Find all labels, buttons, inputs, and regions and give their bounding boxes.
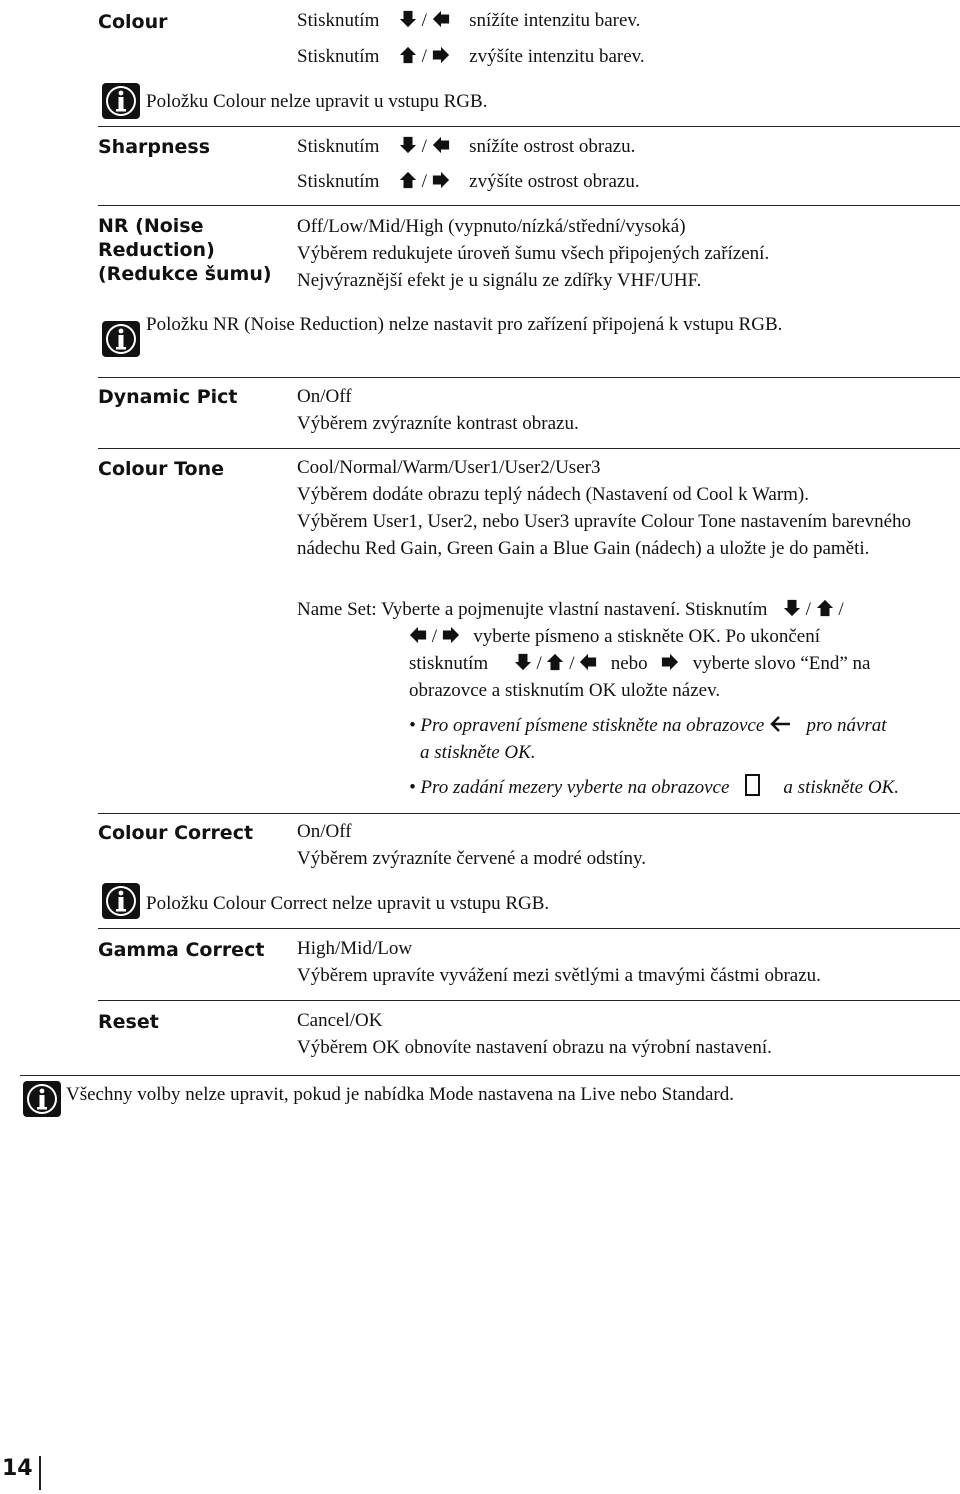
section-divider: [98, 205, 960, 206]
nr-hint: Nejvýraznější efekt je u signálu ze zdířky VHF/UHF.: [297, 270, 702, 291]
name-set-text-c3: vyberte slovo “End” na: [692, 653, 871, 674]
slash-text: /: [421, 46, 427, 67]
space-box-icon: [745, 774, 760, 796]
sharpness-label: Sharpness: [98, 136, 211, 158]
arrow-down-icon: [399, 10, 417, 28]
arrow-down-icon: [783, 599, 801, 617]
info-icon: [22, 1080, 62, 1118]
colour-correct-description: Výběrem zvýrazníte červené a modré odstíny.: [297, 848, 647, 869]
colour-label: Colour: [98, 11, 168, 33]
colour-decrease-line: [297, 7, 640, 34]
dynamic-pict-options: On/Off: [297, 386, 352, 407]
colour-rgb-note: Položku Colour nelze upravit u vstupu RGB.: [146, 91, 488, 112]
section-divider: [98, 928, 960, 929]
colour-correct-options: On/Off: [297, 821, 352, 842]
name-set-line1: [297, 596, 844, 623]
arrow-down-icon: [399, 136, 417, 154]
arrow-left-icon: [432, 136, 450, 154]
bullet1-text-b: pro návrat: [806, 715, 887, 736]
page-number: 14: [2, 1456, 33, 1481]
section-divider: [98, 448, 960, 449]
arrow-left-icon: [579, 653, 597, 671]
colour-tone-user-paragraph: Výběrem User1, User2, nebo User3 upravíte Colour Tone nastavením barevného nádechu Red Gain, Green Gain a Blue Gain (nádech) a uložte je do paměti.: [297, 511, 912, 559]
bullet-correct-letter: [409, 712, 887, 739]
section-divider: [98, 377, 960, 378]
dynamic-pict-description: Výběrem zvýrazníte kontrast obrazu.: [297, 413, 579, 434]
slash-text: /: [838, 599, 844, 620]
section-divider: [98, 126, 960, 127]
page-number-divider: [39, 1456, 41, 1490]
name-set-text-a: Name Set: Vyberte a pojmenujte vlastní nastavení. Stisknutím: [297, 599, 768, 620]
slash-text: /: [536, 653, 542, 674]
sharpness-decrease-line: [297, 133, 635, 160]
dynamic-pict-label: Dynamic Pict: [98, 386, 238, 408]
sharpness-decrease-suffix: snížíte ostrost obrazu.: [469, 136, 636, 157]
colour-tone-label: Colour Tone: [98, 458, 224, 480]
sharpness-increase-suffix: zvýšíte ostrost obrazu.: [469, 171, 640, 192]
nr-options: Off/Low/Mid/High (vypnuto/nízká/střední/vysoká): [297, 216, 686, 237]
arrow-up-icon: [546, 653, 564, 671]
bullet1-text-a: • Pro opravení písmene stiskněte na obrazovce: [409, 715, 765, 736]
name-set-text-c1: stisknutím: [409, 653, 489, 674]
bullet-space: [409, 774, 899, 801]
arrow-up-icon: [399, 171, 417, 189]
reset-label: Reset: [98, 1011, 159, 1033]
name-set-line2: [409, 623, 820, 650]
nr-rgb-note: Položku NR (Noise Reduction) nelze nastavit pro zařízení připojená k vstupu RGB.: [146, 314, 783, 335]
arrow-right-icon: [661, 653, 679, 671]
slash-text: /: [421, 10, 427, 31]
colour-increase-line: [297, 43, 645, 70]
slash-text: /: [421, 136, 427, 157]
slash-text: /: [805, 599, 811, 620]
colour-tone-options: Cool/Normal/Warm/User1/User2/User3: [297, 457, 601, 478]
colour-correct-label: Colour Correct: [98, 822, 254, 844]
name-set-text-b: vyberte písmeno a stiskněte OK. Po ukončení: [473, 626, 820, 647]
arrow-right-icon: [432, 46, 450, 64]
bullet1-text-c: a stiskněte OK.: [420, 742, 536, 763]
colour-decrease-prefix: Stisknutím: [297, 10, 380, 31]
slash-text: /: [421, 171, 427, 192]
colour-decrease-suffix: snížíte intenzitu barev.: [469, 10, 641, 31]
name-set-text-c2: nebo: [610, 653, 648, 674]
info-icon: [101, 882, 141, 920]
bullet2-text-b: a stiskněte OK.: [783, 777, 899, 798]
gamma-correct-label: Gamma Correct: [98, 939, 265, 961]
arrow-down-icon: [514, 653, 532, 671]
section-divider: [98, 813, 960, 814]
nr-label-line1: NR (Noise: [98, 215, 204, 237]
bullet2-text-a: • Pro zadání mezery vyberte na obrazovce: [409, 777, 730, 798]
slash-text: /: [569, 653, 575, 674]
sharpness-increase-prefix: Stisknutím: [297, 171, 380, 192]
info-icon: [101, 320, 141, 358]
arrow-up-icon: [816, 599, 834, 617]
section-divider: [98, 1000, 960, 1001]
back-arrow-icon: [769, 715, 791, 733]
colour-correct-rgb-note: Položku Colour Correct nelze upravit u vstupu RGB.: [146, 893, 550, 914]
reset-description: Výběrem OK obnovíte nastavení obrazu na výrobní nastavení.: [297, 1037, 772, 1058]
reset-options: Cancel/OK: [297, 1010, 383, 1031]
sharpness-decrease-prefix: Stisknutím: [297, 136, 380, 157]
name-set-line4: obrazovce a stisknutím OK uložte název.: [409, 680, 721, 701]
arrow-left-icon: [432, 10, 450, 28]
nr-label-line3: (Redukce šumu): [98, 263, 272, 285]
colour-increase-prefix: Stisknutím: [297, 46, 380, 67]
name-set-line3: [409, 650, 871, 677]
colour-increase-suffix: zvýšíte intenzitu barev.: [469, 46, 645, 67]
sharpness-increase-line: [297, 168, 640, 195]
section-divider: [20, 1075, 960, 1076]
gamma-correct-description: Výběrem upravíte vyvážení mezi světlými a tmavými částmi obrazu.: [297, 965, 821, 986]
colour-tone-description: Výběrem dodáte obrazu teplý nádech (Nastavení od Cool k Warm).: [297, 484, 810, 505]
arrow-right-icon: [432, 171, 450, 189]
gamma-correct-options: High/Mid/Low: [297, 938, 413, 959]
nr-description: Výběrem redukujete úroveň šumu všech připojených zařízení.: [297, 243, 770, 264]
arrow-left-icon: [409, 626, 427, 644]
slash-text: /: [431, 626, 438, 647]
nr-label-line2: Reduction): [98, 239, 215, 261]
arrow-right-icon: [442, 626, 460, 644]
arrow-up-icon: [399, 46, 417, 64]
info-icon: [101, 82, 141, 120]
footer-note: Všechny volby nelze upravit, pokud je nabídka Mode nastavena na Live nebo Standard.: [66, 1084, 734, 1105]
